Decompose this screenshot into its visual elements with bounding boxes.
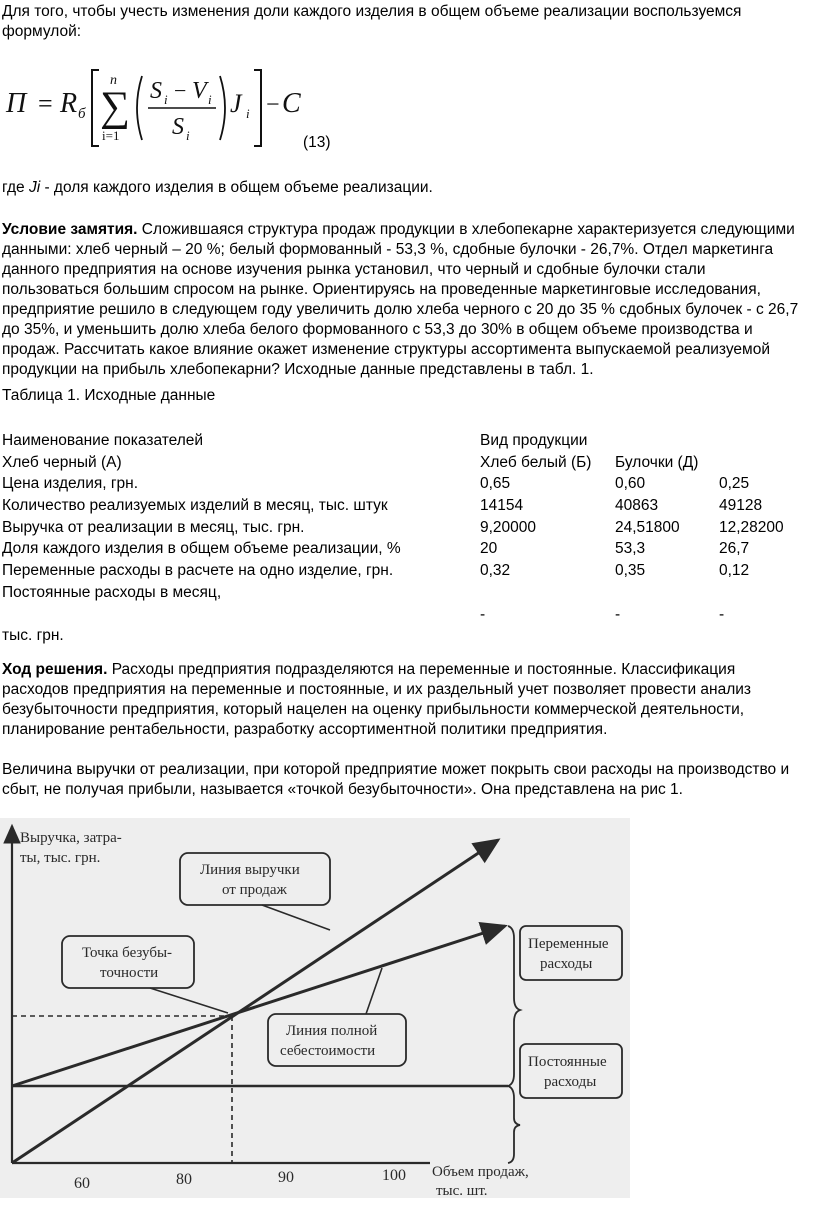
table-col-b: Хлеб белый (Б) [480,453,592,471]
formula-j-sub: i [246,106,250,121]
brace-variable-text-1: Переменные [528,936,609,952]
condition-line-7: продаж. Рассчитать какое влияние окажет изменение структуры ассортимента выпускаемой реализуемой [2,341,770,358]
row-label: Количество реализуемых изделий в месяц, тыс. штук [2,497,388,515]
fixed-costs-label: Постоянные расходы в месяц, [2,583,222,601]
brace-fixed-text-1: Постоянные [528,1054,607,1070]
breakeven-diagram [0,818,630,1198]
table-header-right: Вид продукции [480,432,588,449]
table-col-a: Хлеб черный (А) [2,453,122,471]
formula-num-s-sub: i [164,92,168,107]
fixed-costs-unit: тыс. грн. [2,627,64,645]
row-value-d: 0,25 [719,475,750,493]
row-value-a: 20 [480,540,498,558]
formula-sum-sign: ∑ [100,84,130,130]
row-label: Доля каждого изделия в общем объеме реализации, % [2,540,401,558]
row-value-d: 12,28200 [719,518,784,536]
row-value-b: 53,3 [615,540,646,558]
solution-line-3: безубыточности предприятия, который нацелен на оценку прибыльности коммерческой деятельности, [2,701,745,718]
formula-num-v: V [192,78,207,104]
condition-line-1: Условие замятия. Сложившаяся структура продаж продукции в хлебопекарне характеризуется следующими [2,221,795,238]
formula-lhs: П [6,88,27,119]
formula-den-s-sub: i [186,128,190,143]
definition-rest: - доля каждого изделия в общем объеме реализации. [40,179,433,196]
callout-revenue-text-2: от продаж [222,882,287,898]
formula-r-sub: б [78,106,86,122]
solution-title: Ход решения. [2,661,108,678]
figure-background [0,818,630,1198]
x-axis-label-2: тыс. шт. [436,1183,488,1198]
row-value-d: 49128 [719,497,763,515]
formula-num-v-sub: i [208,92,212,107]
condition-line-3: данного предприятия на основе изучения рынка установил, что черный и сдобные булочки стали [2,261,706,278]
definition-line [2,178,814,198]
condition-line-4: пользоваться большим спросом на рынке. Ориентируясь на проведенные маркетинговые исследования, [2,281,761,298]
condition-line-6: до 35%, и уменьшить долю хлеба белого формованного с 53,3 до 30% в общем объеме производства и [2,321,753,338]
formula-den-s: S [172,114,184,140]
callout-cost-text-2: себестоимости [280,1043,376,1059]
table-columns-row [2,452,814,474]
row-value-d: 26,7 [719,540,750,558]
formula-num-minus: − [174,78,187,103]
table-row [2,495,814,517]
definition-symbol: Ji [28,179,41,196]
source-data-table [2,430,814,647]
row-value-b: 24,51800 [615,518,680,536]
row-value-b: 0,35 [615,562,646,580]
row-value-b: 40863 [615,497,659,515]
solution-line-4: планирование рентабельности, разработку ассортиментной политики предприятия. [2,721,608,738]
fixed-value-b: - [615,605,621,623]
row-value-a: 9,20000 [480,518,537,536]
callout-breakeven-text-2: точности [100,965,159,981]
x-tick-label: 90 [278,1169,294,1186]
brace-variable-text-2: расходы [540,956,593,972]
row-label: Переменные расходы в расчете на одно изделие, грн. [2,562,394,580]
fixed-value-d: - [719,605,725,623]
callout-breakeven-text-1: Точка безубы- [82,945,173,961]
table-row [2,473,814,495]
row-value-a: 0,65 [480,475,511,493]
condition-line-8: продукции на прибыль хлебопекарни? Исходные данные представлены в табл. 1. [2,361,594,378]
table-col-d: Булочки (Д) [615,453,699,471]
formula-r: R [60,88,78,119]
table-row [2,560,814,582]
table-row [2,538,814,560]
intro-line-2: формулой: [2,23,82,40]
callout-cost-text-1: Линия полной [286,1023,378,1039]
table-header-row [2,430,814,452]
row-value-d: 0,12 [719,562,750,580]
x-tick-label: 100 [382,1167,406,1184]
condition-title: Условие замятия. [2,221,138,238]
x-tick-label: 60 [74,1175,90,1192]
definition-prefix: где [2,179,29,196]
formula-j: J [230,89,242,118]
formula-c: C [282,88,301,119]
intro-line-1: Для того, чтобы учесть изменения доли каждого изделия в общем объеме реализации воспользуемся [2,3,742,20]
solution-line-2: расходов предприятия на переменные и постоянные, и их раздельный учет позволяет провести анализ [2,681,752,698]
formula-sum-upper: n [110,73,117,88]
x-tick-label: 80 [176,1171,192,1188]
formula-num-s: S [150,78,162,104]
table-header-left: Наименование показателей [2,432,204,449]
table-row-fixed-costs [2,582,814,604]
table-row-fixed-unit [2,625,814,647]
x-axis-label-1: Объем продаж, [432,1164,529,1180]
table-row [2,517,814,539]
row-label: Выручка от реализации в месяц, тыс. грн. [2,518,305,536]
row-value-b: 0,60 [615,475,646,493]
formula-number: (13) [303,134,331,151]
y-axis-label-2: ты, тыс. грн. [20,850,101,866]
condition-line-2: данными: хлеб черный – 20 %; белый формованный - 53,3 %, сдобные булочки - 26,7%. Отдел маркетинга [2,241,774,258]
formula-sum-lower: i=1 [102,128,120,143]
fixed-value-a: - [480,605,486,623]
brace-fixed-text-2: расходы [544,1074,597,1090]
breakeven-line-1: Величина выручки от реализации, при которой предприятие может покрыть свои расходы на производство и [2,761,790,778]
formula-minus: − [266,92,280,118]
breakeven-line-2: сбыт, не получая прибыли, называется «точкой безубыточности». Она представлена на рис 1. [2,781,683,798]
solution-line-1: Ход решения. Расходы предприятия подразделяются на переменные и постоянные. Классификация [2,661,736,678]
callout-revenue-text-1: Линия выручки [200,862,300,878]
table-row-fixed-values [2,604,814,626]
formula-eq: = [38,89,53,118]
table-caption: Таблица 1. Исходные данные [2,387,216,404]
condition-line-5: предприятие решило в следующем году увеличить долю хлеба черного с 20 до 35 % сдобных булочек - с 26,7 [2,301,799,318]
row-value-a: 0,32 [480,562,511,580]
row-label: Цена изделия, грн. [2,475,138,493]
row-value-a: 14154 [480,497,524,515]
profit-formula [4,64,344,164]
y-axis-label-1: Выручка, затра- [20,830,122,846]
